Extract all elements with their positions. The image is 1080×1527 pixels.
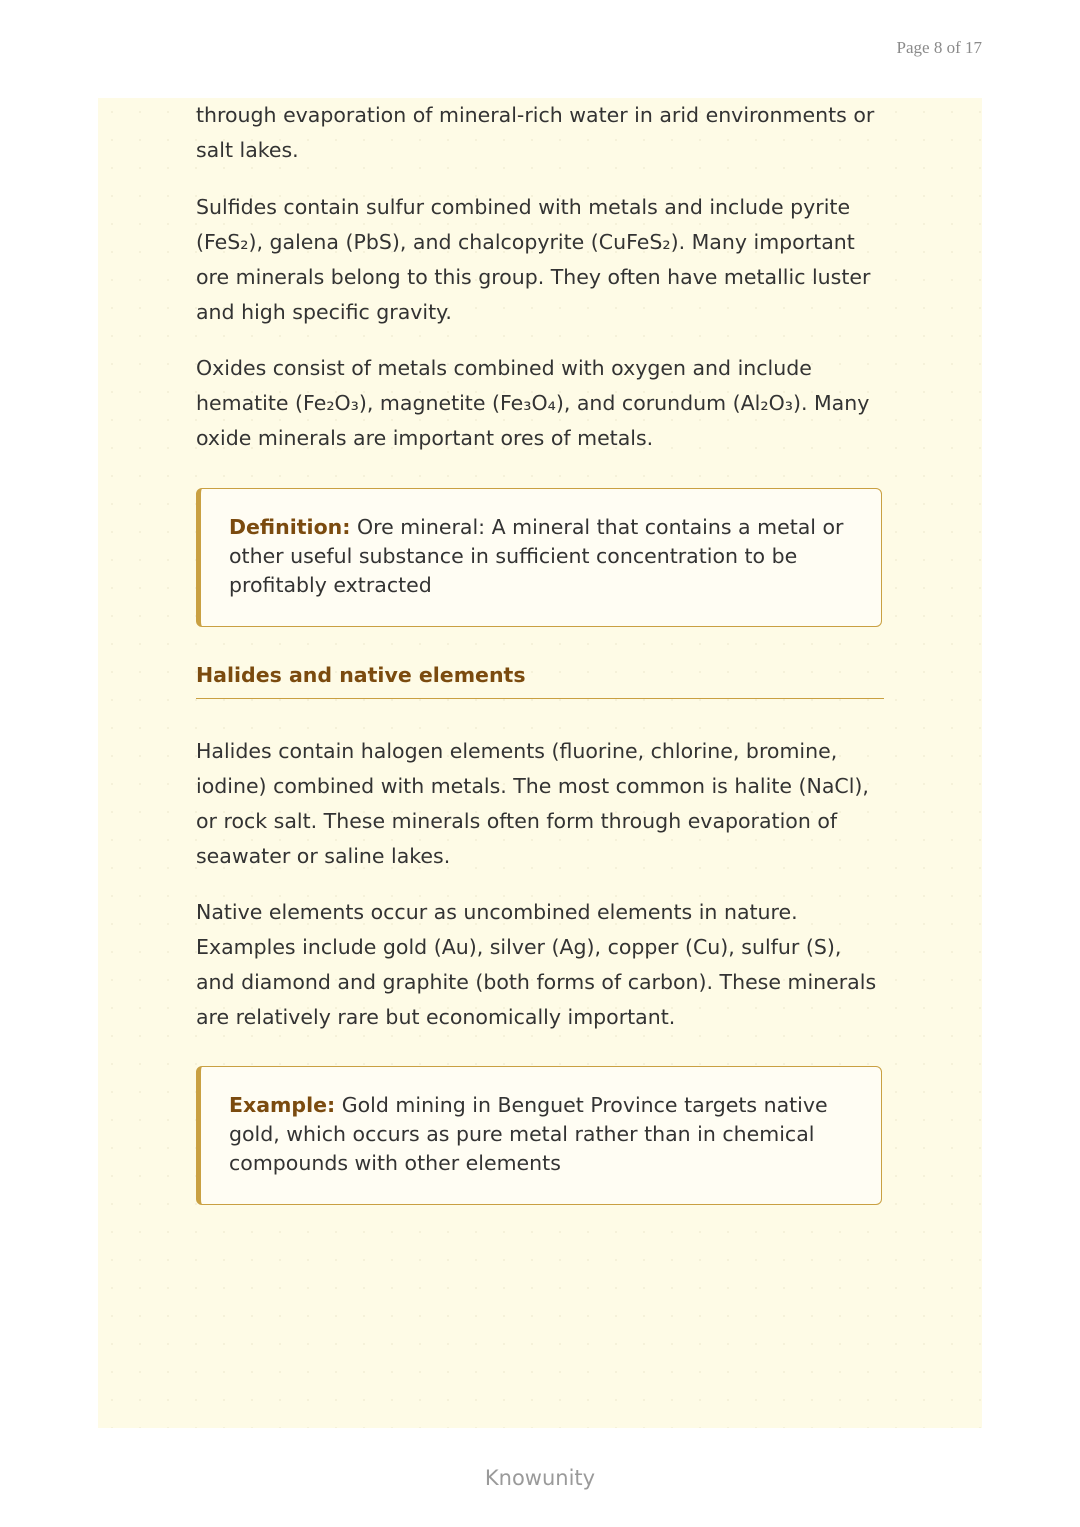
example-text: Gold mining in Benguet Province targets native gold, which occurs as pure metal rather than in chemical compounds with other elements xyxy=(229,1093,828,1175)
paragraph-text: Sulfides contain sulfur combined with metals and include pyrite (FeS₂), galena (PbS), and chalcopyrite (CuFeS₂). Many important ore minerals belong to this group. They often have metallic luster and high specific gravity. xyxy=(196,195,871,324)
paragraph-text: through evaporation of mineral-rich water in arid environments or salt lakes. xyxy=(196,103,875,162)
definition-text: Ore mineral: A mineral that contains a metal or other useful substance in sufficient concentration to be profitably extracted xyxy=(229,515,844,597)
example-label: Example: xyxy=(229,1093,336,1117)
definition-content xyxy=(229,513,853,600)
paragraph-oxides xyxy=(196,351,884,456)
example-callout xyxy=(196,1066,882,1205)
definition-label: Definition: xyxy=(229,515,351,539)
paragraph-text: Oxides consist of metals combined with oxygen and include hematite (Fe₂O₃), magnetite (Fe₃O₄), and corundum (Al₂O₃). Many oxide minerals are important ores of metals. xyxy=(196,356,870,450)
definition-callout xyxy=(196,488,882,627)
paragraph-text: Halides contain halogen elements (fluorine, chlorine, bromine, iodine) combined with metals. The most common is halite (NaCl), or rock salt. These minerals often form through evaporation of seawater or saline lakes. xyxy=(196,739,869,868)
paragraph-text: Native elements occur as uncombined elements in nature. Examples include gold (Au), silver (Ag), copper (Cu), sulfur (S), and diamond and graphite (both forms of carbon). These minerals are relatively rare but economically important. xyxy=(196,900,877,1029)
section-heading: Halides and native elements xyxy=(196,662,884,699)
content-panel xyxy=(98,98,982,1428)
paragraph-native-elements xyxy=(196,895,884,1035)
paragraph-halides xyxy=(196,734,884,874)
page-number: Page 8 of 17 xyxy=(896,38,982,57)
example-content xyxy=(229,1091,853,1178)
footer-brand: Knowunity xyxy=(484,1466,596,1490)
paragraph-sulfides xyxy=(196,190,884,330)
paragraph-evaporite-continuation xyxy=(196,98,884,168)
